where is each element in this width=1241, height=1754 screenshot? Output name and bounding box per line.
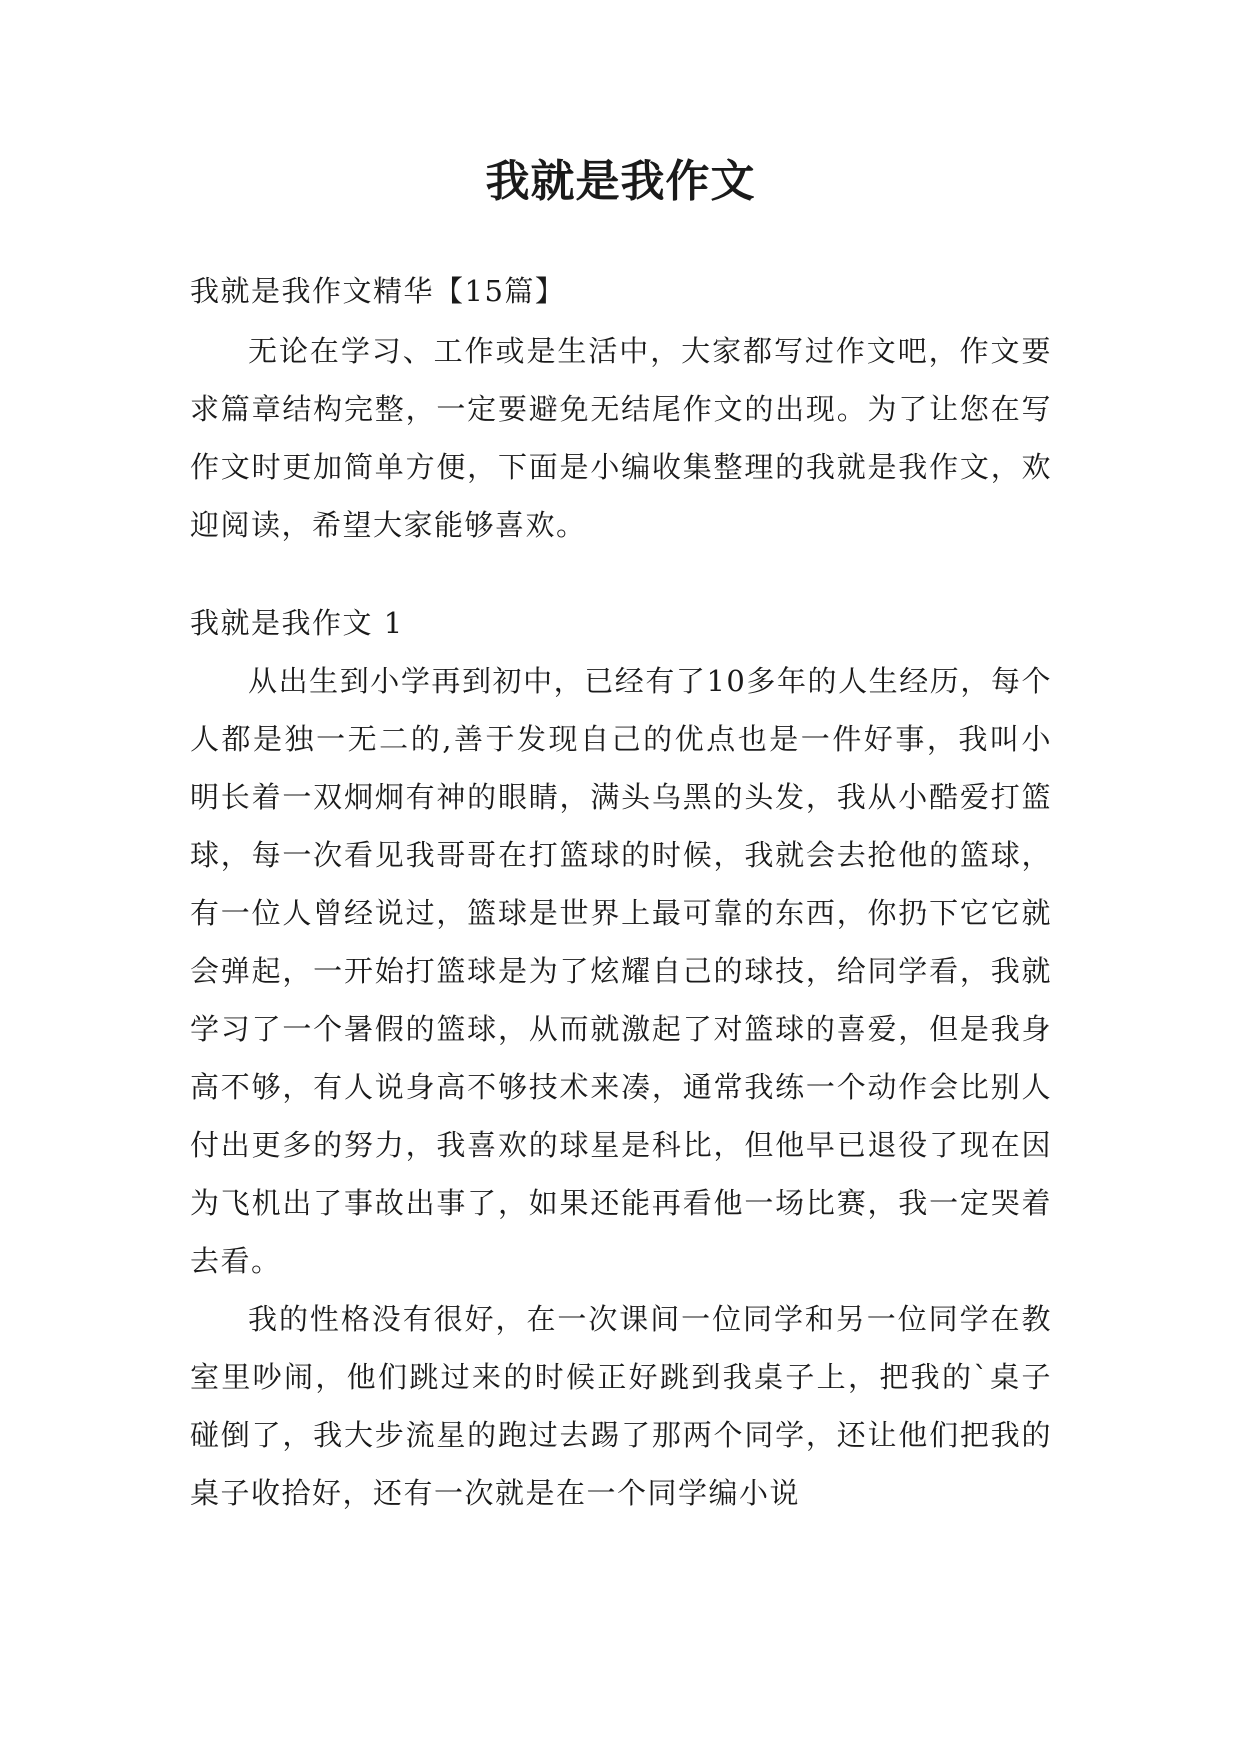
intro-paragraph: 无论在学习、工作或是生活中，大家都写过作文吧，作文要求篇章结构完整，一定要避免无结尾作文的出现。为了让您在写作文时更加简单方便，下面是小编收集整理的我就是我作文，欢迎阅读，希望大家能够喜欢。 bbox=[190, 334, 1052, 542]
section-heading: 我就是我作文 1 bbox=[190, 606, 404, 640]
document-subtitle: 我就是我作文精华【15篇】 bbox=[190, 274, 566, 308]
body-paragraph-2: 我的性格没有很好，在一次课间一位同学和另一位同学在教室里吵闹，他们跳过来的时候正好跳到我桌子上，把我的`桌子碰倒了，我大步流星的跑过去踢了那两个同学，还让他们把我的桌子收拾好，还有一次就是在一个同学编小说 bbox=[190, 1302, 1052, 1510]
body-paragraph-1: 从出生到小学再到初中，已经有了10多年的人生经历，每个人都是独一无二的,善于发现自己的优点也是一件好事，我叫小明长着一双炯炯有神的眼睛，满头乌黑的头发，我从小酷爱打篮球，每一次看见我哥哥在打篮球的时候，我就会去抢他的篮球，有一位人曾经说过，篮球是世界上最可靠的东西，你扔下它它就会弹起，一开始打篮球是为了炫耀自己的球技，给同学看，我就学习了一个暑假的篮球，从而就激起了对篮球的喜爱，但是我身高不够，有人说身高不够技术来凑，通常我练一个动作会比别人付出更多的努力，我喜欢的球星是科比，但他早已退役了现在因为飞机出了事故出事了，如果还能再看他一场比赛，我一定哭着去看。 bbox=[190, 664, 1052, 1278]
document-title: 我就是我作文 bbox=[485, 156, 756, 207]
document-body bbox=[190, 262, 1052, 1522]
